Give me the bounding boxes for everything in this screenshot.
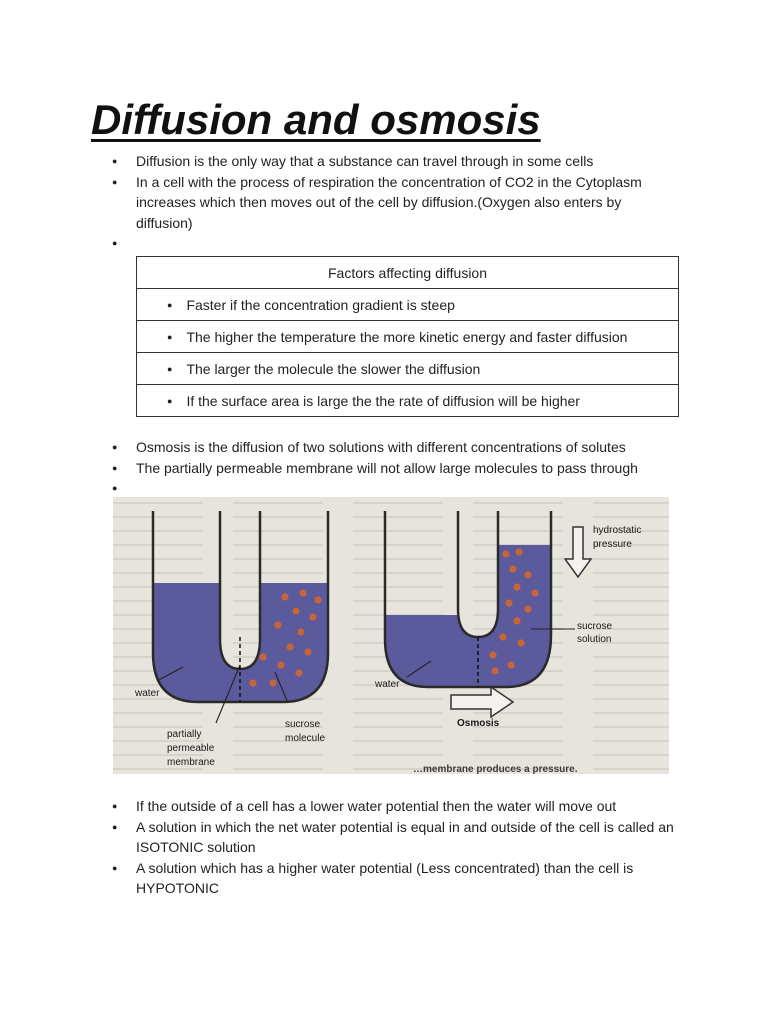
bullet-item: ● The partially permeable membrane will not allow large molecules to pass through <box>112 458 692 479</box>
table-header-row <box>137 257 679 289</box>
sucrose-label: sucrose <box>285 719 321 730</box>
bullet-item: ● Osmosis is the diffusion of two solutions with different concentrations of solutes <box>112 437 692 458</box>
bullet-item: ● If the outside of a cell has a lower water potential then the water will move out <box>112 796 682 817</box>
table-cell <box>137 321 679 353</box>
bullet-dot-icon: ● <box>167 395 173 406</box>
factor-text: The higher the temperature the more kinetic energy and faster diffusion <box>186 328 628 345</box>
sucrose-solution-label-1: sucrose <box>577 621 613 632</box>
bullet-dot-icon: ● <box>167 363 173 374</box>
factor-text: Faster if the concentration gradient is steep <box>186 296 455 313</box>
bullet-item: ● A solution in which the net water potential is equal in and outside of the cell is called an ISOTONIC solution <box>112 817 682 858</box>
empty-bullet-item <box>112 478 692 499</box>
factor-text: If the surface area is large the the rate of diffusion will be higher <box>186 392 580 409</box>
hydrostatic-label: hydrostatic <box>593 525 642 536</box>
intro-bullet-list <box>112 151 672 254</box>
table-row <box>137 321 679 353</box>
table-row <box>137 353 679 385</box>
table-cell <box>137 385 679 417</box>
sucrose-solution-label-2: solution <box>577 634 612 645</box>
table-cell <box>137 353 679 385</box>
table-header: Factors affecting diffusion <box>137 257 679 289</box>
bullet-item: ● Diffusion is the only way that a substance can travel through in some cells <box>112 151 672 172</box>
table-cell <box>137 289 679 321</box>
table-row <box>137 385 679 417</box>
water-label-right: water <box>375 679 400 690</box>
bullet-dot-icon: ● <box>167 299 173 310</box>
table-row <box>137 289 679 321</box>
membrane-label: membrane <box>167 757 215 768</box>
empty-bullet-item <box>112 233 672 254</box>
pressure-label: pressure <box>593 539 632 550</box>
permeable-label: permeable <box>167 743 215 754</box>
bullet-item: ● A solution which has a higher water potential (Less concentrated) than the cell is HYPOTONIC <box>112 858 682 899</box>
water-label-left: water <box>135 688 160 699</box>
figure-caption-fragment: …membrane produces a pressure. <box>413 764 578 774</box>
factor-text: The larger the molecule the slower the diffusion <box>186 360 481 377</box>
osmosis-diagram <box>113 497 669 774</box>
partially-label: partially <box>167 729 202 740</box>
bullet-item: ● In a cell with the process of respiration the concentration of CO2 in the Cytoplasm increases which then moves out of the cell by diffusion.(Oxygen also enters by diffusion) <box>112 172 672 234</box>
page-title: Diffusion and osmosis <box>91 96 541 143</box>
osmosis-bullet-list <box>112 437 692 499</box>
bullet-dot-icon: ● <box>167 331 173 342</box>
factors-table <box>136 256 679 417</box>
osmosis-figure <box>113 497 669 774</box>
osmosis-label: Osmosis <box>457 718 500 729</box>
conclusion-bullet-list <box>112 796 682 899</box>
molecule-label: molecule <box>285 733 326 744</box>
